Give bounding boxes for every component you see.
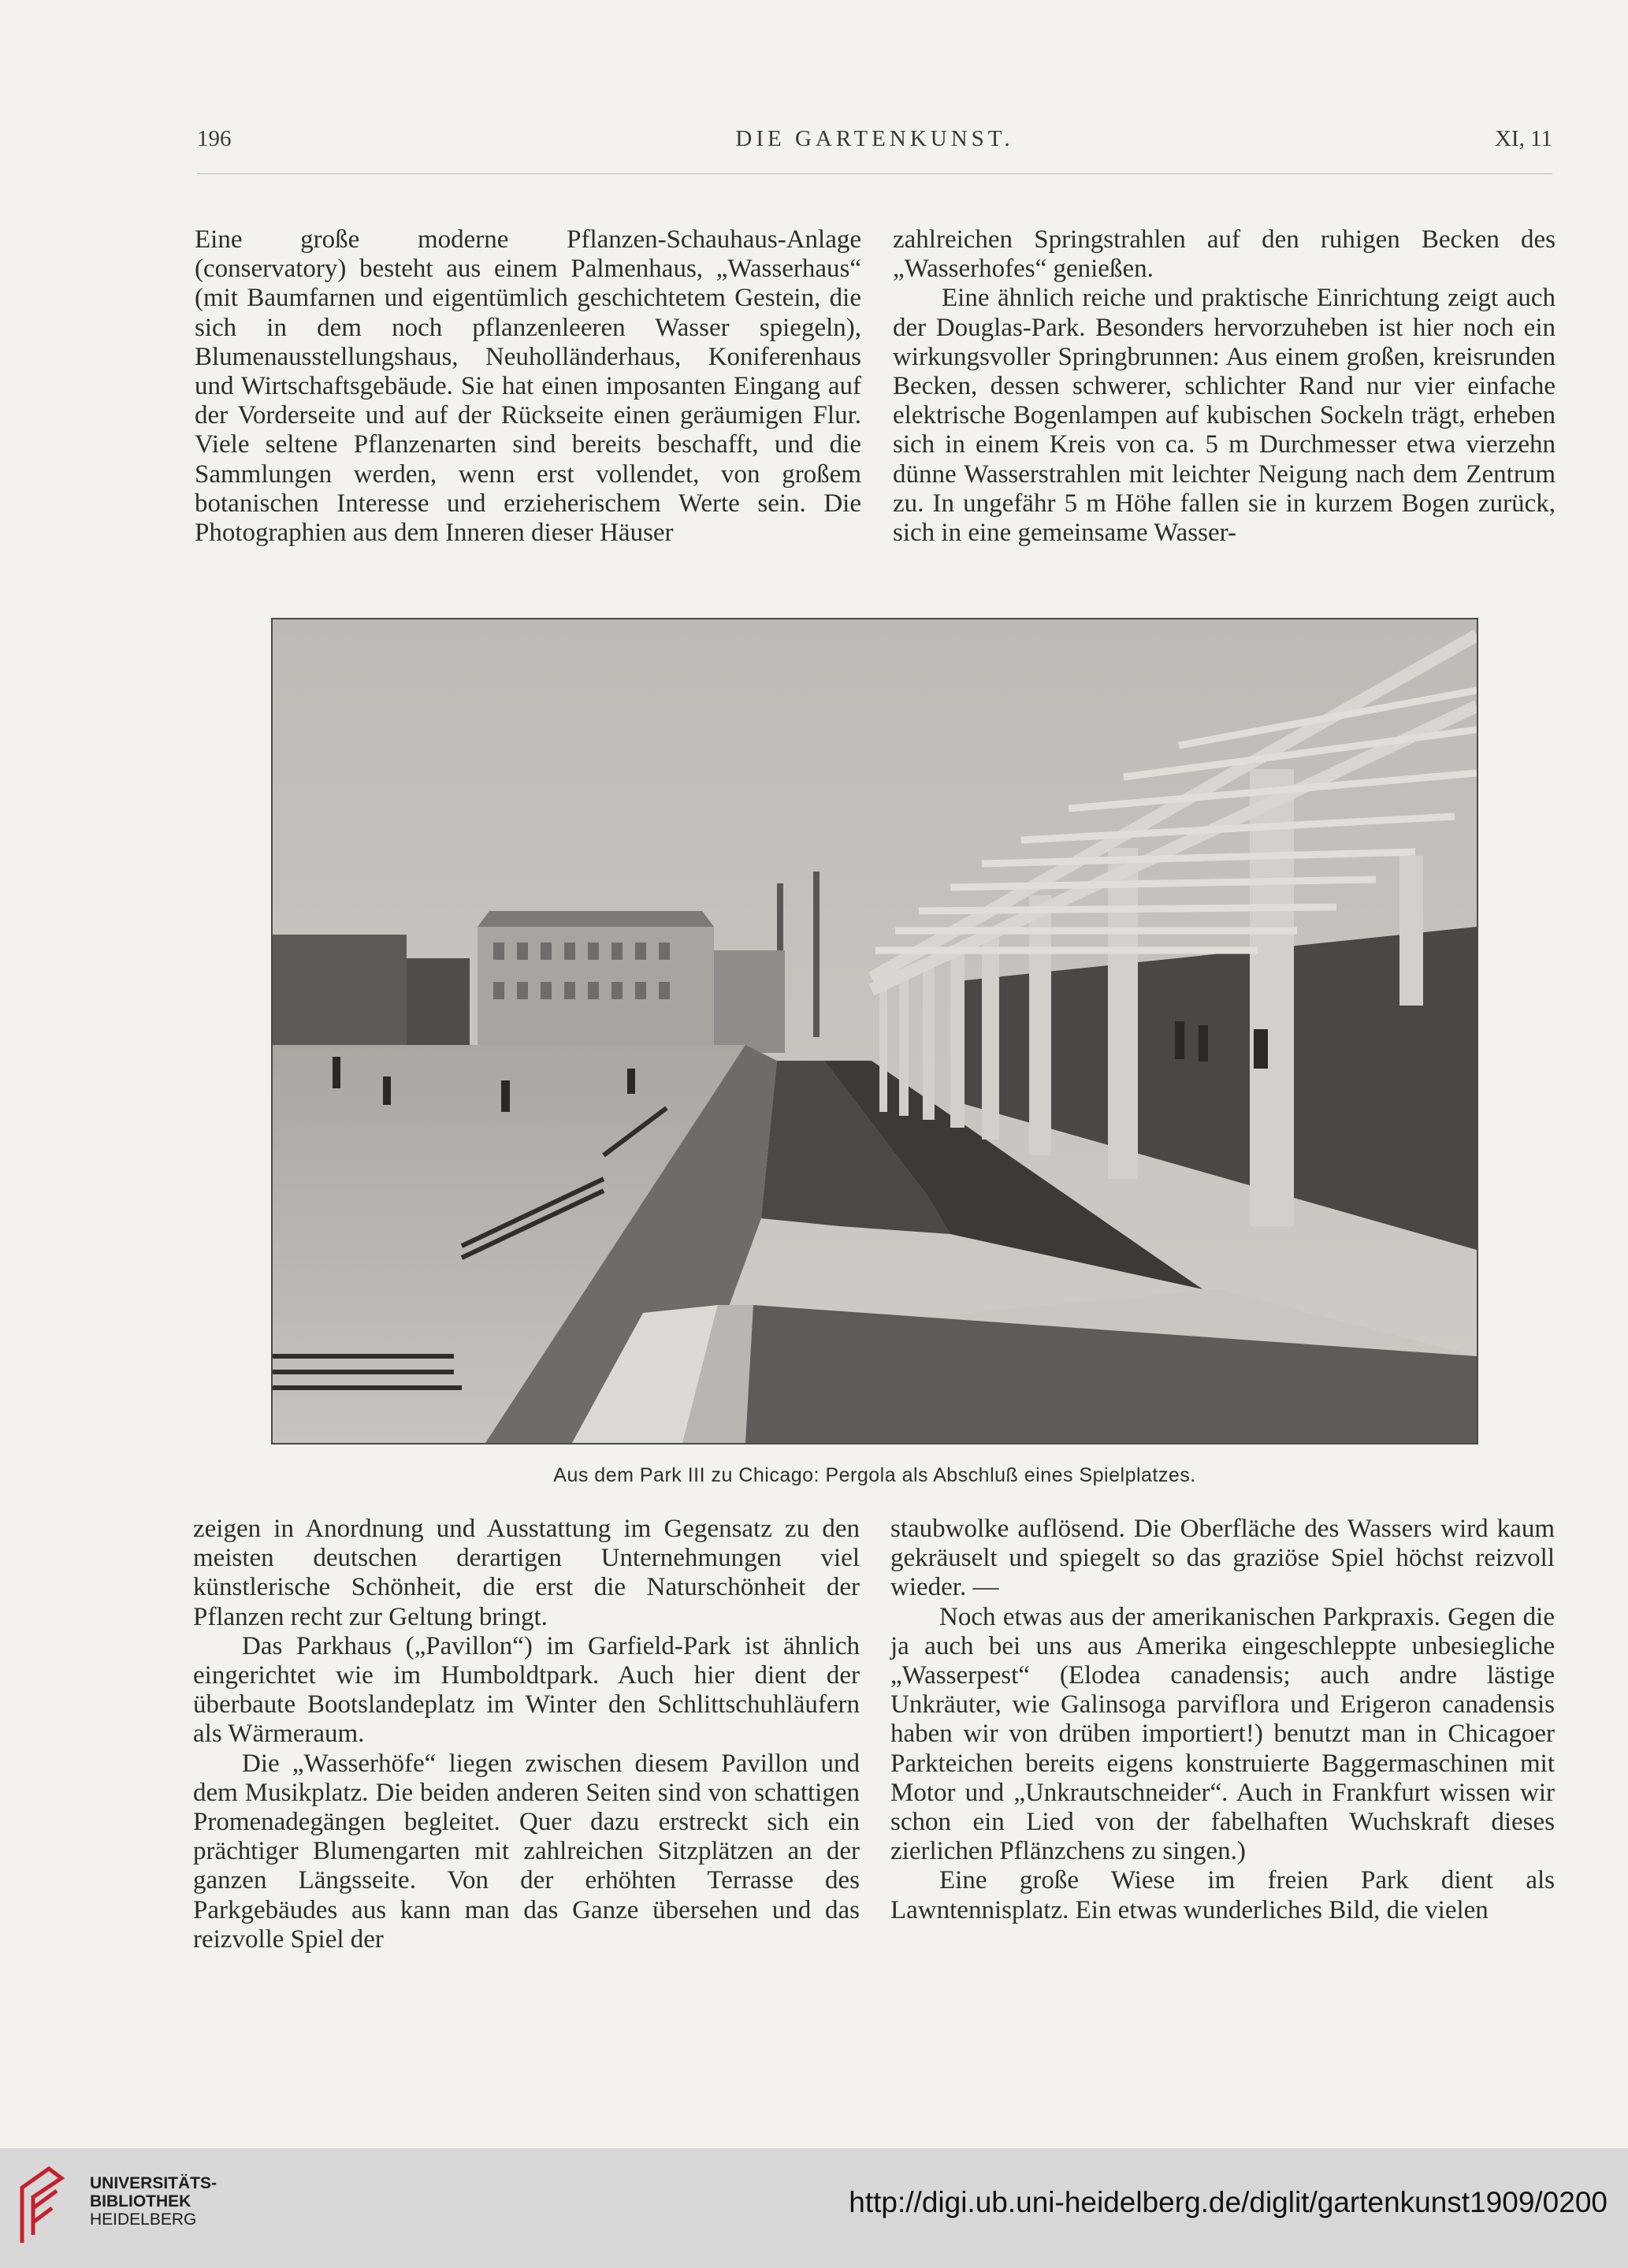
text-column-bottom-right xyxy=(890,1515,1555,1925)
paragraph: Die „Wasserhöfe“ liegen zwischen diesem Pavillon und dem Musikplatz. Die beiden anderen Seiten sind von schattigen Promenadegängen begleitet. Quer dazu erstreckt sich ein prächtiger Blumengarten mit zahlreichen Sitzplätzen an der ganzen Längsseite. Von der erhöhten Terrasse des Parkgebäudes aus kann man das Ganze übersehen und das reizvolle Spiel der xyxy=(193,1749,860,1954)
text-column-bottom-left xyxy=(193,1515,860,1954)
figure-caption: Aus dem Park III zu Chicago: Pergola als Abschluß eines Spielplatzes. xyxy=(553,1464,1196,1486)
page-number: 196 xyxy=(197,126,232,151)
paragraph: Eine große Wiese im freien Park dient als Lawntennisplatz. Ein etwas wunderliches Bild, die vielen xyxy=(890,1866,1555,1924)
text-column-top-left xyxy=(195,225,861,548)
paragraph: Eine große moderne Pflanzen-Schauhaus-Anlage (conservatory) besteht aus einem Palmenhaus, „Wasserhaus“ (mit Baumfarnen und eigentümlich geschichtetem Gestein, die sich in dem noch pflanzenleeren Wasser spiegeln), Blumenausstellungshaus, Neuholländerhaus, Koniferenhaus und Wirtschaftsgebäude. Sie hat einen imposanten Eingang auf der Vorderseite und auf der Rückseite einen geräumigen Flur. Viele seltene Pflanzenarten sind bereits beschafft, und die Sammlungen werden, wenn erst vollendet, von großem botanischen Interesse und erzieherischem Werte sein. Die Photographien aus dem Inneren dieser Häuser xyxy=(195,225,861,548)
volume-issue: XI, 11 xyxy=(1494,126,1552,151)
library-logo-icon xyxy=(17,2164,66,2248)
paragraph: Eine ähnlich reiche und praktische Einrichtung zeigt auch der Douglas-Park. Besonders hervorzuheben ist hier noch ein wirkungsvoller Springbrunnen: Aus einem großen, kreisrunden Becken, dessen schwerer, schlichter Rand nur vier einfache elektrische Bogenlampen auf kubischen Sockeln trägt, erheben sich in einem Kreis von ca. 5 m Durchmesser etwa vierzehn dünne Wasserstrahlen mit leichter Neigung nach dem Zentrum zu. In ungefähr 5 m Höhe fallen sie in kurzem Bogen zurück, sich in eine gemeinsame Wasser- xyxy=(893,284,1556,548)
paragraph: zeigen in Anordnung und Ausstattung im Gegensatz zu den meisten deutschen derartigen Unternehmungen viel künstlerische Schönheit, die erst die Naturschönheit der Pflanzen recht zur Geltung bringt. xyxy=(193,1515,860,1631)
paragraph: zahlreichen Springstrahlen auf den ruhigen Becken des „Wasserhofes“ genießen. xyxy=(893,225,1556,284)
pergola-photograph xyxy=(271,618,1478,1444)
permalink-url[interactable]: http://digi.ub.uni-heidelberg.de/diglit/gartenkunst1909/0200 xyxy=(849,2186,1608,2218)
digitization-footer xyxy=(0,2148,1628,2268)
journal-title: DIE GARTENKUNST. xyxy=(735,126,1014,151)
paragraph: Das Parkhaus („Pavillon“) im Garfield-Park ist ähnlich eingerichtet wie im Humboldtpark. Auch hier dient der überbaute Bootslandeplatz im Winter den Schlittschuhläufern als Wärmeraum. xyxy=(193,1631,860,1749)
paragraph: Noch etwas aus der amerikanischen Parkpraxis. Gegen die ja auch bei uns aus Amerika eingeschleppte unbesiegliche „Wasserpest“ (Elodea canadensis; auch andre lästige Unkräuter, wie Galinsoga parviflora und Erigeron canadensis haben wir von drüben importiert!) benutzt man in Chicagoer Parkteichen bereits eigens konstruierte Baggermaschinen mit Motor und „Unkrautschneider“. Auch in Frankfurt wissen wir schon ein Lied von der fabelhaften Wuchskraft dieses zierlichen Pflänzchens zu singen.) xyxy=(890,1602,1555,1866)
page-header xyxy=(197,126,1552,161)
library-name: UNIVERSITÄTS- BIBLIOTHEK HEIDELBERG xyxy=(90,2174,217,2229)
header-rule xyxy=(197,173,1552,174)
paragraph: staubwolke auflösend. Die Oberfläche des Wassers wird kaum gekräuselt und spiegelt so das graziöse Spiel höchst reizvoll wieder. — xyxy=(890,1515,1555,1602)
text-column-top-right xyxy=(893,225,1556,548)
